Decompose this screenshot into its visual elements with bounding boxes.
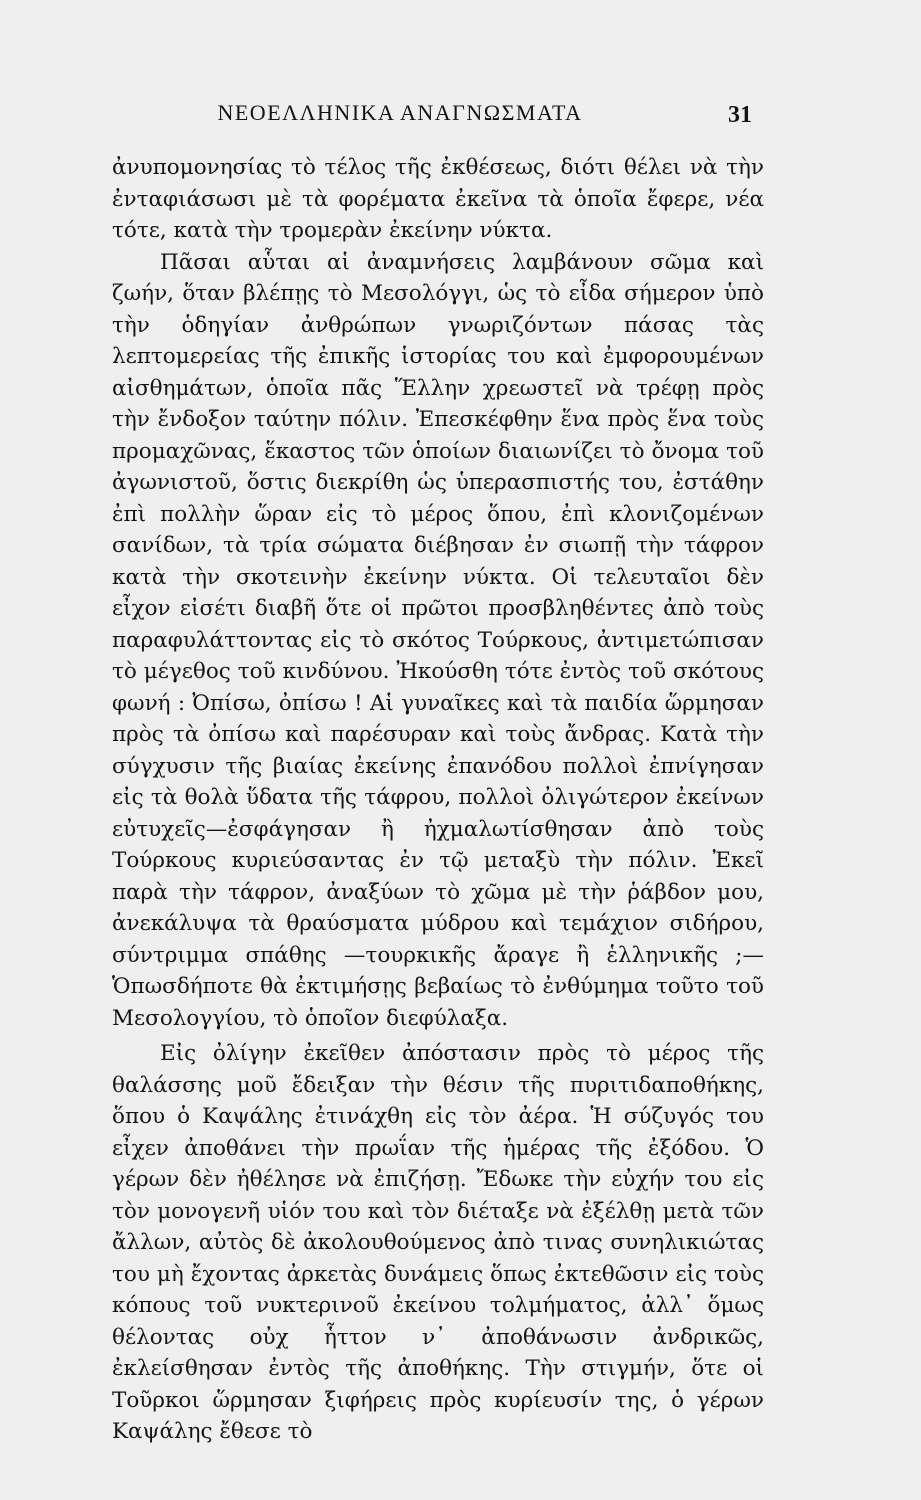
paragraph-powder-magazine: Εἰς ὀλίγην ἐκεῖθεν ἀπόστασιν πρὸς τὸ μέρος τῆς θαλάσσης μοῦ ἔδειξαν τὴν θέσιν τῆς πυριτιδαποθήκης, ὅπου ὁ Καψάλης ἐτινάχθη εἰς τὸν ἀέρα. Ἡ σύζυγός του εἶχεν ἀποθάνει τὴν πρωΐαν τῆς ἡμέρας τῆς ἐξόδου. Ὁ γέρων δὲν ἠθέλησε νὰ ἐπιζήσῃ. Ἔδωκε τὴν εὐχήν του εἰς τὸν μονογενῆ υἱόν του καὶ τὸν διέταξε νὰ ἐξέλθῃ μετὰ τῶν ἄλλων, αὐτὸς δὲ ἀκολουθούμενος ἀπὸ τινας συνηλικιώτας του μὴ ἔχοντας ἀρκετὰς δυνάμεις ὅπως ἐκτεθῶσιν εἰς τοὺς κόπους τοῦ νυκτερινοῦ ἐκείνου τολμήματος, ἀλλ᾽ ὅμως θέλοντας οὐχ ἧττον ν᾽ ἀποθάνωσιν ἀνδρικῶς, ἐκλείσθησαν ἐντὸς τῆς ἀποθήκης. Τὴν στιγμήν, ὅτε οἱ Τοῦρκοι ὥρμησαν ξιφήρεις πρὸς κυρίευσίν της, ὁ γέρων Καψάλης ἔθεσε τὸ [112, 1041, 764, 1444]
page-number: 31 [728, 102, 752, 128]
running-title: ΝΕΟΕΛΛΗΝΙΚΑ ΑΝΑΓΝΩΣΜΑΤΑ [217, 100, 583, 125]
paragraph-mesolongi-memories: Πᾶσαι αὗται αἱ ἀναμνήσεις λαμβάνουν σῶμα καὶ ζωήν, ὅταν βλέπῃς τὸ Μεσολόγγι, ὡς τὸ εἶδα σήμερον ὑπὸ τὴν ὁδηγίαν ἀνθρώπων γνωριζόντων πάσας τὰς λεπτομερείας τῆς ἐπικῆς ἱστορίας του καὶ ἐμφορουμένων αἰσθημάτων, ὁποῖα πᾶς Ἕλλην χρεωστεῖ νὰ τρέφῃ πρὸς τὴν ἔνδοξον ταύτην πόλιν. Ἐπεσκέφθην ἕνα πρὸς ἕνα τοὺς προμαχῶνας, ἕκαστος τῶν ὁποίων διαιωνίζει τὸ ὄνομα τοῦ ἀγωνιστοῦ, ὅστις διεκρίθη ὡς ὑπερασπιστής του, ἐστάθην ἐπὶ πολλὴν ὥραν εἰς τὸ μέρος ὅπου, ἐπὶ κλονιζομένων σανίδων, τὰ τρία σώματα διέβησαν ἐν σιωπῇ τὴν τάφρον κατὰ τὴν σκοτεινὴν ἐκείνην νύκτα. Οἱ τελευταῖοι δὲν εἶχον εἰσέτι διαβῆ ὅτε οἱ πρῶτοι προσβληθέντες ἀπὸ τοὺς παραφυλάττοντας εἰς τὸ σκότος Τούρκους, ἀντιμετώπισαν τὸ μέγεθος τοῦ κινδύνου. Ἠκούσθη τότε ἐντὸς τοῦ σκότους φωνή : Ὀπίσω, ὀπίσω ! Αἱ γυναῖκες καὶ τὰ παιδία ὥρμησαν πρὸς τὰ ὀπίσω καὶ παρέσυραν καὶ τοὺς ἄνδρας. Κατὰ τὴν σύγχυσιν τῆς βιαίας ἐκείνης ἐπανόδου πολλοὶ ἐπνίγησαν εἰς τὰ θολὰ ὕδατα τῆς τάφρου, πολλοὶ ὀλιγώτερον ἐκείνων εὐτυχεῖς—ἐσφάγησαν ἢ ἠχμαλωτίσθησαν ἀπὸ τοὺς Τούρκους κυριεύσαντας ἐν τῷ μεταξὺ τὴν πόλιν. Ἐκεῖ παρὰ τὴν τάφρον, ἀναξύων τὸ χῶμα μὲ τὴν ῥάβδον μου, ἀνεκάλυψα τὰ θραύσματα μύδρου καὶ τεμάχιον σιδήρου, σύντριμμα σπάθης —τουρκικῆς ἄραγε ἢ ἑλληνικῆς ;—Ὁπωσδήποτε θὰ ἐκτιμήσῃς βεβαίως τὸ ἐνθύμημα τοῦτο τοῦ Μεσολογγίου, τὸ ὁποῖον διεφύλαξα. [112, 249, 764, 1031]
page-header [0, 100, 921, 134]
body-text [112, 152, 764, 1448]
paragraph-continuation: ἀνυπομονησίας τὸ τέλος τῆς ἐκθέσεως, διότι θέλει νὰ τὴν ἐνταφιάσωσι μὲ τὰ φορέματα ἐκεῖνα τὰ ὁποῖα ἔφερε, νέα τότε, κατὰ τὴν τρομερὰν ἐκείνην νύκτα. [112, 155, 764, 243]
